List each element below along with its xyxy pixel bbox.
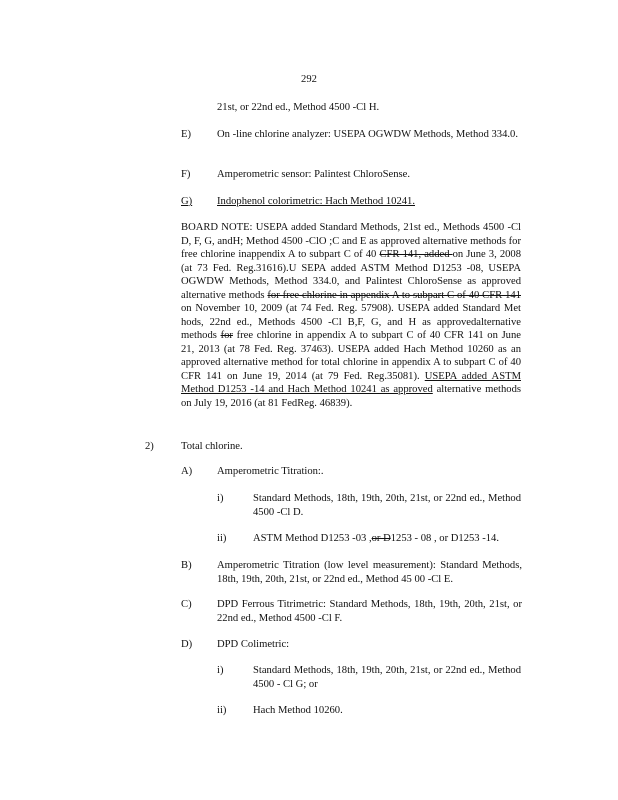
- board-note-struck: CFR 141, added: [379, 249, 453, 260]
- board-note-text: on November 10, 2009 (at 74 Fed. Reg. 57908). USEPA added Standard Met hods, 22nd ed., Methods 4500 -Cl B,F, G, and H as approvedalternative methods: [181, 303, 521, 341]
- item-text-f: Amperometric sensor: Palintest ChloroSense.: [217, 169, 411, 180]
- board-note-text: free chlorine in appendix A to subpart C of 40 CFR 141 on June 21, 2013 (at 78 Fed. Reg. 37463). USEPA added Hach Method 10260 as an approved alternative method for total chlorine in appendix A to subpart C of 40 CFR 141 on June 19, 2014 (at 79 Fed. Reg.35081).: [181, 330, 521, 382]
- subitem-label-a-i: i): [217, 493, 224, 504]
- item-text-e: On -line chlorine analyzer: USEPA OGWDW Methods, Method 334.0.: [217, 129, 518, 140]
- subitem-label-d-ii: ii): [217, 705, 227, 716]
- board-note-text: alternative methods on July 19, 2016 (at 81 FedReg. 46839).: [181, 384, 521, 409]
- subitem-label-a-ii: ii): [217, 533, 227, 544]
- subitem-text-d-ii: Hach Method 10260.: [253, 705, 343, 716]
- subitem-text-part: 1253 - 08 , or D1253 -14.: [390, 533, 499, 544]
- item-label-a: A): [181, 466, 193, 477]
- board-note-inserted: USEPA added ASTM Method D1253 -14 and Hach Method 10241 as approved: [181, 370, 521, 395]
- section-label-2: 2): [145, 441, 154, 452]
- subitem-text-a-ii: [253, 532, 543, 546]
- page-number: 292: [301, 74, 317, 85]
- item-label-d: D): [181, 639, 193, 650]
- continuation-line: 21st, or 22nd ed., Method 4500 -Cl H.: [217, 102, 380, 113]
- board-note-struck: for: [220, 330, 233, 341]
- board-note-text: BOARD NOTE: USEPA added Standard Methods, 21st ed., Methods 4500 -Cl D, F, G, andH; Method 4500 -ClO ;C and E as approved alternative methods for free chlorine inappendix A to subpart C of 40: [181, 222, 521, 260]
- item-label-g: G): [181, 196, 193, 207]
- item-text-g: Indophenol colorimetric: Hach Method 10241.: [217, 196, 415, 207]
- item-label-f: F): [181, 169, 191, 180]
- subitem-text-struck: or D: [371, 533, 391, 544]
- item-label-e: E): [181, 129, 191, 140]
- board-note-struck: for free chlorine in appendix A to subpart C of 40 CFR 141: [267, 289, 521, 301]
- item-text-b: Amperometric Titration (low level measurement): Standard Methods, 18th, 19th, 20th, 21st, or 22nd ed., Method 45 00 -Cl E.: [217, 560, 522, 585]
- board-note: [181, 221, 521, 410]
- item-text-c: DPD Ferrous Titrimetric: Standard Methods, 18th, 19th, 20th, 21st, or 22nd ed., Method 4500 -Cl F.: [217, 599, 522, 624]
- subitem-text-d-i: Standard Methods, 18th, 19th, 20th, 21st, or 22nd ed., Method 4500 - Cl G; or: [253, 665, 521, 690]
- item-label-c: C): [181, 599, 192, 610]
- subitem-text-part: ASTM Method D1253 -03 ,: [253, 533, 372, 544]
- subitem-text-a-i: Standard Methods, 18th, 19th, 20th, 21st, or 22nd ed., Method 4500 -Cl D.: [253, 493, 521, 518]
- item-text-d: DPD Colimetric:: [217, 639, 290, 650]
- subitem-label-d-i: i): [217, 665, 224, 676]
- board-note-text: on June 3, 2008 (at 73 Fed. Reg.31616).U SEPA added ASTM Method D1253 -08, USEPA OGWDW Methods, Method 334.0, and Palintest ChloroSense as approved alternative methods: [181, 249, 522, 301]
- item-label-b: B): [181, 560, 192, 571]
- item-text-a: Amperometric Titration:.: [217, 466, 324, 477]
- section-title-total-chlorine: Total chlorine.: [181, 441, 243, 452]
